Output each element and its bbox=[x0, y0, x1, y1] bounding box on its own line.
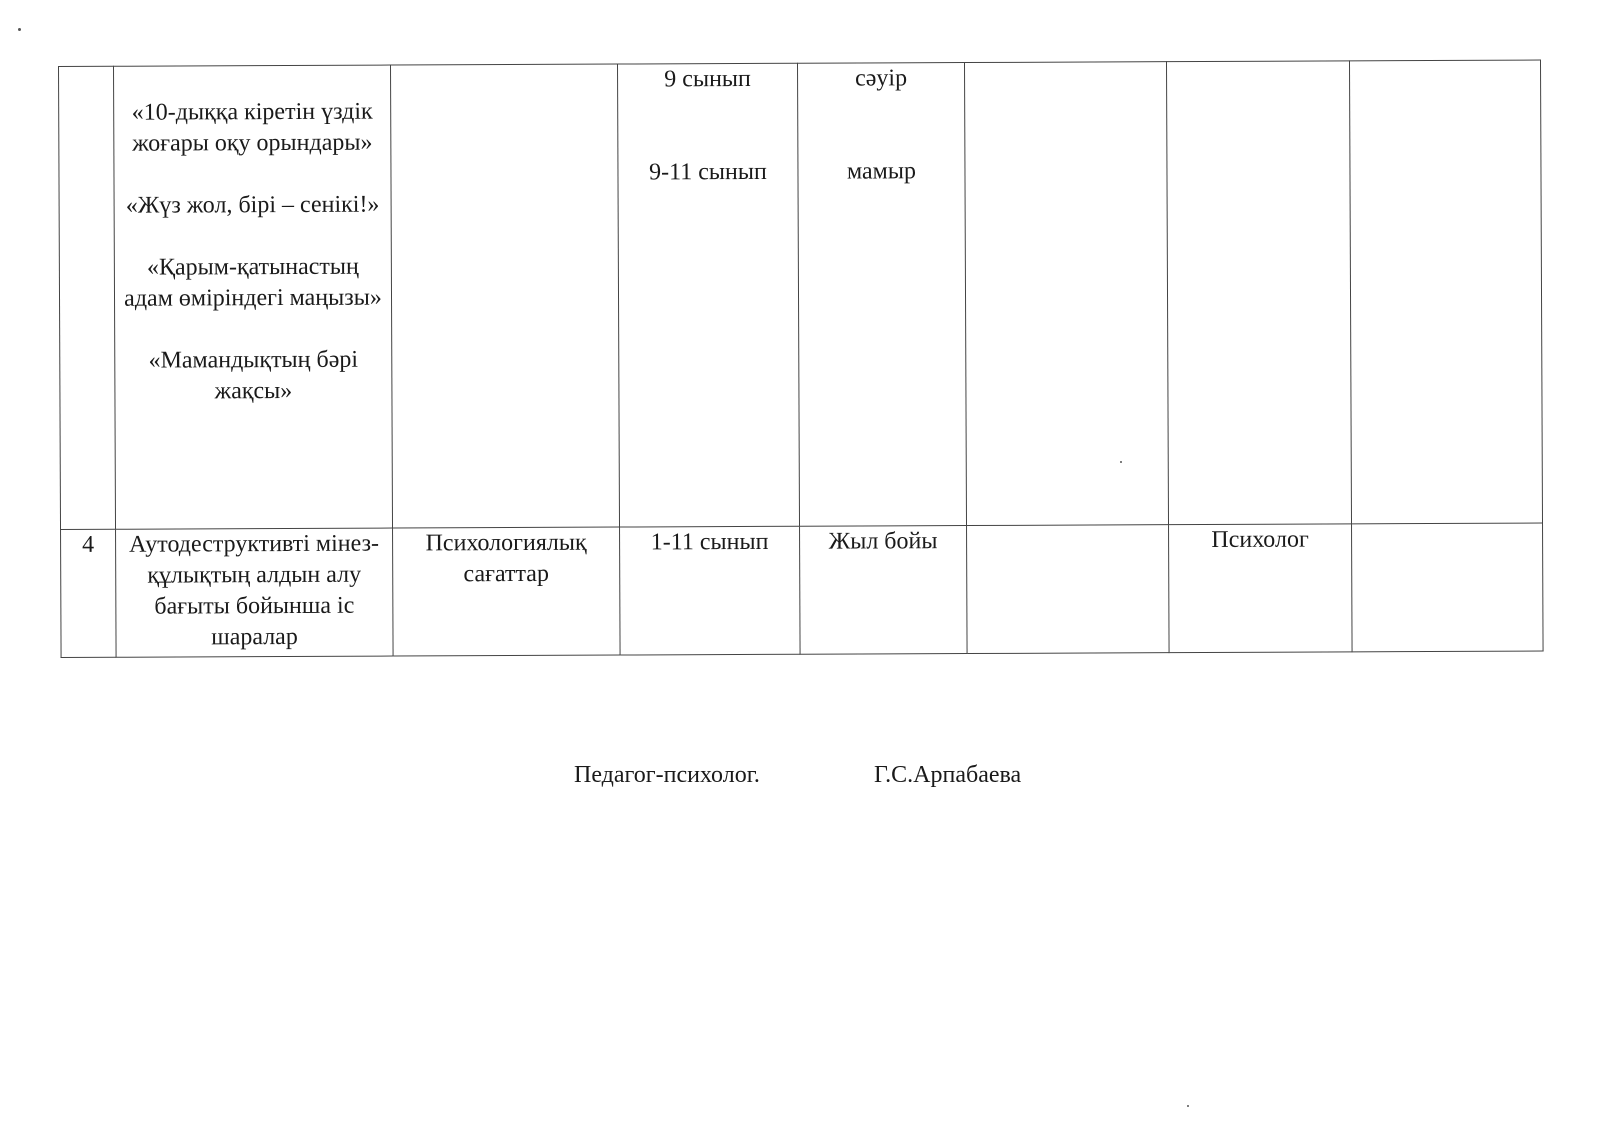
signature-block bbox=[0, 762, 1600, 802]
cell-col6 bbox=[967, 525, 1170, 654]
scan-speck bbox=[18, 28, 21, 31]
cell-responsible bbox=[1166, 61, 1351, 525]
cell-timing: Жыл бойы bbox=[800, 525, 968, 654]
cell-timing bbox=[797, 63, 966, 527]
timing-2: мамыр bbox=[846, 158, 917, 185]
cell-form bbox=[390, 64, 619, 528]
table-row-continued bbox=[59, 60, 1543, 529]
timing-1: сәуір bbox=[855, 65, 908, 92]
cell-col6 bbox=[964, 62, 1168, 526]
table-row-4 bbox=[61, 523, 1544, 658]
cell-audience bbox=[617, 63, 799, 527]
scan-speck bbox=[1120, 461, 1122, 463]
cell-number bbox=[59, 66, 116, 529]
audience-2: 9-11 сынып bbox=[649, 158, 767, 186]
topic-3: «Қарым-қатынастың адам өміріндегі маңызы» bbox=[124, 253, 382, 312]
cell-audience: 1-11 сынып bbox=[620, 526, 801, 655]
scan-speck bbox=[1187, 1105, 1189, 1107]
cell-col8 bbox=[1352, 523, 1544, 652]
plan-table bbox=[58, 60, 1544, 658]
signature-role: Педагог-психолог. bbox=[574, 762, 760, 788]
topic-4: «Мамандықтың бәрі жақсы» bbox=[148, 346, 359, 405]
cell-form: Психологиялық сағаттар bbox=[393, 527, 621, 656]
cell-topics bbox=[114, 65, 393, 529]
cell-col8 bbox=[1349, 60, 1542, 524]
cell-event: Аутодеструктивті мінез-құлықтың алдын алу бағыты бойынша іс шаралар bbox=[116, 528, 394, 657]
cell-responsible: Психолог bbox=[1169, 524, 1353, 653]
cell-number: 4 bbox=[61, 529, 117, 657]
audience-1: 9 сынып bbox=[664, 65, 751, 93]
topic-1: «10-дыққа кіретін үздік жоғары оқу орындары» bbox=[131, 98, 373, 157]
signature-name: Г.С.Арпабаева bbox=[874, 762, 1022, 788]
topic-2: «Жүз жол, бірі – сенікі!» bbox=[125, 191, 380, 219]
